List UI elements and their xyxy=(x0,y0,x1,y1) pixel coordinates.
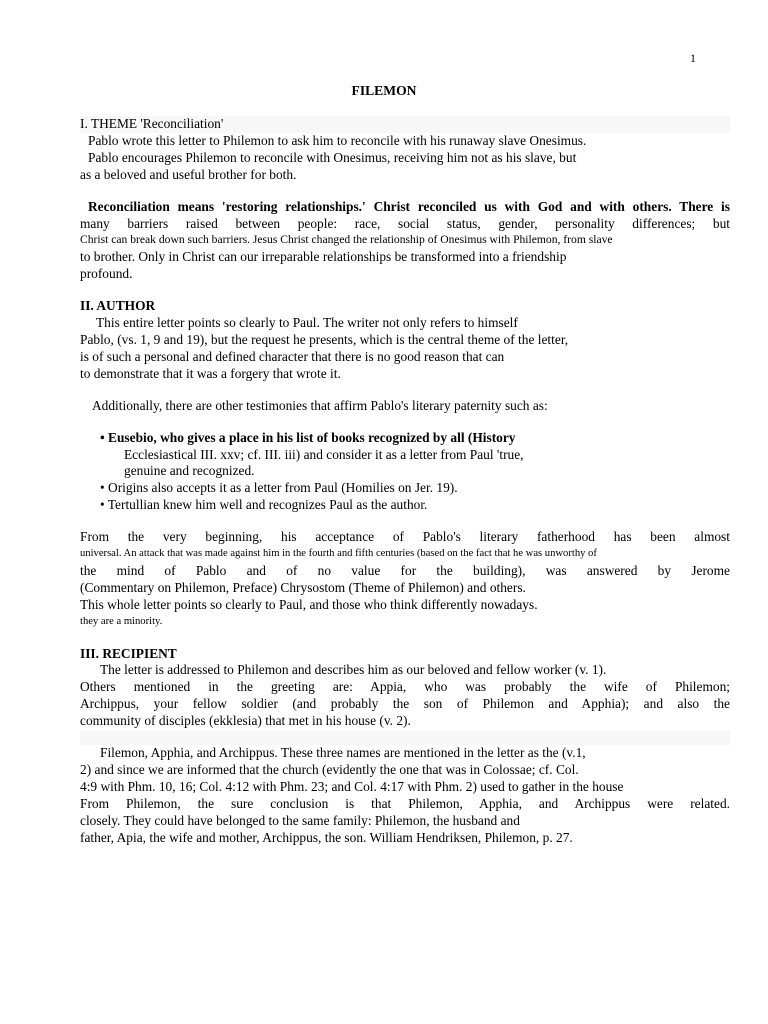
paragraph-line: Pablo wrote this letter to Philemon to ask him to reconcile with his runaway slave Onesimus. xyxy=(88,132,587,148)
paragraph-line: 2) and since we are informed that the church (evidently the one that was in Colossae; cf. Col. xyxy=(80,762,579,777)
paragraph-line: Others mentioned in the greeting are: Appia, who was probably the wife of Philemon; xyxy=(80,679,730,695)
paragraph-line: 4:9 with Phm. 10, 16; Col. 4:12 with Phm. 23; and Col. 4:17 with Phm. 2) used to gather in the house xyxy=(80,778,624,794)
section-heading-author: II. AUTHOR xyxy=(80,298,156,314)
bullet-item-origins: • Origins also accepts it as a letter from Paul (Homilies on Jer. 19). xyxy=(100,480,458,496)
section-theme xyxy=(80,116,730,283)
paragraph-line: to brother. Only in Christ can our irreparable relationships be transformed into a friendship xyxy=(80,249,567,265)
section-recipient xyxy=(80,646,730,847)
document-title: FILEMON xyxy=(351,83,417,98)
paragraph-line: father, Apia, the wife and mother, Archippus, the son. William Hendriksen, Philemon, p. 27. xyxy=(80,829,573,845)
bullet-item-eusebio: • Eusebio, who gives a place in his list of books recognized by all (History xyxy=(100,429,516,445)
document-body xyxy=(80,116,730,847)
paragraph-line: many barriers raised between people: race, social status, gender, personality differences; but xyxy=(80,215,730,231)
bullet-item-tertullian: • Tertullian knew him well and recognizes Paul as the author. xyxy=(100,497,428,513)
paragraph-line: profound. xyxy=(80,266,133,282)
section-heading-recipient: III. RECIPIENT xyxy=(80,645,177,661)
paragraph-line: Christ can break down such barriers. Jesus Christ changed the relationship of Onesimus with Philemon, from slave xyxy=(80,233,613,247)
paragraph-line: This entire letter points so clearly to Paul. The writer not only refers to himself xyxy=(96,315,518,331)
paragraph-line: Archippus, your fellow soldier (and probably the son of Philemon and Apphia); and also the xyxy=(80,696,730,712)
paragraph-line-bold: Reconciliation means 'restoring relationships.' Christ reconciled us with God and with others. There is xyxy=(88,198,730,214)
paragraph-line-small: universal. An attack that was made against him in the fourth and fifth centuries (based on the fact that he was unworthy of xyxy=(80,548,597,560)
paragraph-line: The letter is addressed to Philemon and describes him as our beloved and fellow worker (v. 1). xyxy=(100,662,607,678)
paragraph-line: community of disciples (ekklesia) that met in his house (v. 2). xyxy=(80,713,411,729)
paragraph-line: as a beloved and useful brother for both. xyxy=(80,166,297,182)
paragraph-line: This whole letter points so clearly to Paul, and those who think differently nowadays. xyxy=(80,596,538,612)
paragraph-line: (Commentary on Philemon, Preface) Chrysostom (Theme of Philemon) and others. xyxy=(80,579,526,595)
paragraph-line: From Philemon, the sure conclusion is that Philemon, Apphia, and Archippus were related. xyxy=(80,795,730,811)
bullet-continuation: Ecclesiastical III. xxv; cf. III. iii) and consider it as a letter from Paul 'true, xyxy=(124,446,524,462)
paragraph-line: Filemon, Apphia, and Archippus. These three names are mentioned in the letter as the (v.1, xyxy=(100,745,586,761)
paragraph-line: to demonstrate that it was a forgery that wrote it. xyxy=(80,365,341,381)
section-author xyxy=(80,298,730,630)
section-heading-theme: I. THEME 'Reconciliation' xyxy=(80,116,730,133)
paragraph-line: Pablo encourages Philemon to reconcile with Onesimus, receiving him not as his slave, but xyxy=(88,149,577,165)
paragraph-line: Pablo, (vs. 1, 9 and 19), but the request he presents, which is the central theme of the letter, xyxy=(80,331,569,347)
paragraph-line-small: they are a minority. xyxy=(80,615,163,627)
paragraph-line: Additionally, there are other testimonies that affirm Pablo's literary paternity such as: xyxy=(92,397,548,413)
page-number: 1 xyxy=(690,51,696,65)
paragraph-line: From the very beginning, his acceptance of Pablo's literary fatherhood has been almost xyxy=(80,529,730,545)
paragraph-line: is of such a personal and defined character that there is no good reason that can xyxy=(80,348,505,364)
bullet-continuation: genuine and recognized. xyxy=(124,463,255,479)
paragraph-line: closely. They could have belonged to the same family: Philemon, the husband and xyxy=(80,812,520,828)
paragraph-line: the mind of Pablo and of no value for the building), was answered by Jerome xyxy=(80,562,730,578)
